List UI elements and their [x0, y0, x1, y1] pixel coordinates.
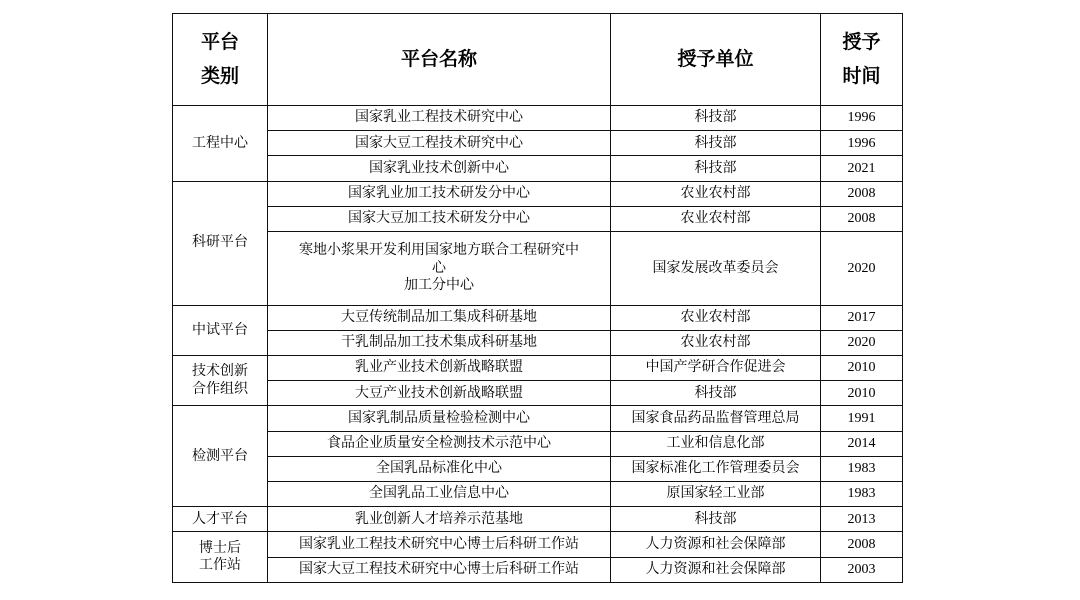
platform-name-cell — [268, 356, 611, 381]
platform-name: 寒地小浆果开发利用国家地方联合工程研究中 — [299, 242, 579, 259]
category-cell — [173, 181, 268, 305]
platform-name-cell — [268, 106, 611, 131]
year-cell: 2010 — [821, 356, 903, 381]
category-label: 科研平台 — [192, 234, 248, 251]
year-cell: 1983 — [821, 482, 903, 507]
header-year-line1: 授予 — [842, 31, 881, 54]
category-cell — [173, 507, 268, 532]
grantor-cell: 工业和信息化部 — [611, 431, 821, 456]
year-cell: 2014 — [821, 431, 903, 456]
header-year-line2: 时间 — [842, 64, 881, 87]
platform-name-cell — [268, 381, 611, 406]
category-cell — [173, 532, 268, 583]
table-row — [173, 181, 903, 206]
platform-name: 大豆传统制品加工集成科研基地 — [341, 308, 537, 325]
platform-name-cell — [268, 232, 611, 306]
platform-name-cell — [268, 181, 611, 206]
header-year — [821, 14, 903, 106]
year-cell: 1991 — [821, 406, 903, 431]
platform-name-cell — [268, 406, 611, 431]
platform-name: 国家乳制品质量检验检测中心 — [348, 409, 530, 426]
year-cell: 2017 — [821, 305, 903, 330]
platform-name: 乳业创新人才培养示范基地 — [355, 510, 523, 527]
grantor-cell: 科技部 — [611, 106, 821, 131]
platform-name: 国家大豆工程技术研究中心 — [355, 134, 523, 151]
grantor-cell: 国家发展改革委员会 — [611, 232, 821, 306]
platform-name: 干乳制品加工技术集成科研基地 — [341, 334, 537, 351]
platform-name-cell — [268, 532, 611, 557]
platform-name-cell — [268, 131, 611, 156]
table-row — [173, 330, 903, 355]
year-cell: 2008 — [821, 532, 903, 557]
grantor-cell: 农业农村部 — [611, 330, 821, 355]
grantor-cell: 科技部 — [611, 156, 821, 181]
grantor-cell: 农业农村部 — [611, 305, 821, 330]
grantor-cell: 农业农村部 — [611, 181, 821, 206]
table-row — [173, 482, 903, 507]
table-row — [173, 131, 903, 156]
year-cell: 1996 — [821, 106, 903, 131]
table-row — [173, 557, 903, 582]
platform-name-cell — [268, 456, 611, 481]
category-label: 合作组织 — [192, 380, 248, 397]
header-row — [173, 14, 903, 106]
header-name: 平台名称 — [268, 14, 611, 106]
year-cell: 2013 — [821, 507, 903, 532]
table-row — [173, 305, 903, 330]
platform-name: 乳业产业技术创新战略联盟 — [355, 359, 523, 376]
year-cell: 2008 — [821, 181, 903, 206]
table-row — [173, 156, 903, 181]
category-label: 人才平台 — [192, 510, 248, 527]
category-label: 检测平台 — [192, 447, 248, 464]
table-row — [173, 232, 903, 306]
grantor-cell: 原国家轻工业部 — [611, 482, 821, 507]
year-cell: 2021 — [821, 156, 903, 181]
platform-name: 心 — [432, 259, 446, 276]
table-row — [173, 206, 903, 231]
grantor-cell: 科技部 — [611, 381, 821, 406]
platform-name: 加工分中心 — [404, 277, 474, 294]
platform-name: 国家乳业工程技术研究中心博士后科研工作站 — [299, 535, 579, 552]
grantor-cell: 人力资源和社会保障部 — [611, 532, 821, 557]
platform-name-cell — [268, 557, 611, 582]
platform-name: 国家乳业工程技术研究中心 — [355, 109, 523, 126]
year-cell: 1983 — [821, 456, 903, 481]
grantor-cell: 科技部 — [611, 507, 821, 532]
platform-name-cell — [268, 431, 611, 456]
year-cell: 2008 — [821, 206, 903, 231]
category-cell — [173, 305, 268, 355]
platform-name-cell — [268, 156, 611, 181]
category-label: 中试平台 — [192, 321, 248, 338]
table-row — [173, 532, 903, 557]
header-category-line2: 类别 — [200, 64, 239, 87]
table-row — [173, 106, 903, 131]
year-cell: 1996 — [821, 131, 903, 156]
category-cell — [173, 356, 268, 406]
year-cell: 2020 — [821, 232, 903, 306]
platform-name: 国家乳业技术创新中心 — [369, 159, 509, 176]
year-cell: 2020 — [821, 330, 903, 355]
year-cell: 2010 — [821, 381, 903, 406]
grantor-cell: 人力资源和社会保障部 — [611, 557, 821, 582]
grantor-cell: 国家食品药品监督管理总局 — [611, 406, 821, 431]
platform-name-cell — [268, 330, 611, 355]
header-category-line1: 平台 — [200, 31, 239, 54]
header-category — [173, 14, 268, 106]
category-label: 技术创新 — [192, 363, 248, 380]
platform-name: 国家乳业加工技术研发分中心 — [348, 184, 530, 201]
year-cell: 2003 — [821, 557, 903, 582]
table-row — [173, 507, 903, 532]
platform-name-cell — [268, 482, 611, 507]
platform-table — [172, 13, 903, 583]
platform-name-cell — [268, 206, 611, 231]
platform-name: 食品企业质量安全检测技术示范中心 — [327, 434, 551, 451]
platform-name: 国家大豆加工技术研发分中心 — [348, 210, 530, 227]
platform-name: 国家大豆工程技术研究中心博士后科研工作站 — [299, 561, 579, 578]
platform-name: 全国乳品工业信息中心 — [369, 485, 509, 502]
table-row — [173, 381, 903, 406]
category-label: 博士后 — [199, 539, 241, 556]
category-cell — [173, 406, 268, 507]
platform-name: 全国乳品标准化中心 — [376, 460, 502, 477]
header-grantor: 授予单位 — [611, 14, 821, 106]
platform-name-cell — [268, 507, 611, 532]
grantor-cell: 国家标准化工作管理委员会 — [611, 456, 821, 481]
table-row — [173, 356, 903, 381]
category-label: 工作站 — [199, 557, 241, 574]
table-row — [173, 456, 903, 481]
grantor-cell: 农业农村部 — [611, 206, 821, 231]
table-body — [173, 106, 903, 583]
grantor-cell: 科技部 — [611, 131, 821, 156]
platform-name-cell — [268, 305, 611, 330]
table-row — [173, 406, 903, 431]
table-row — [173, 431, 903, 456]
platform-name: 大豆产业技术创新战略联盟 — [355, 384, 523, 401]
category-cell — [173, 106, 268, 182]
grantor-cell: 中国产学研合作促进会 — [611, 356, 821, 381]
category-label: 工程中心 — [192, 134, 248, 151]
